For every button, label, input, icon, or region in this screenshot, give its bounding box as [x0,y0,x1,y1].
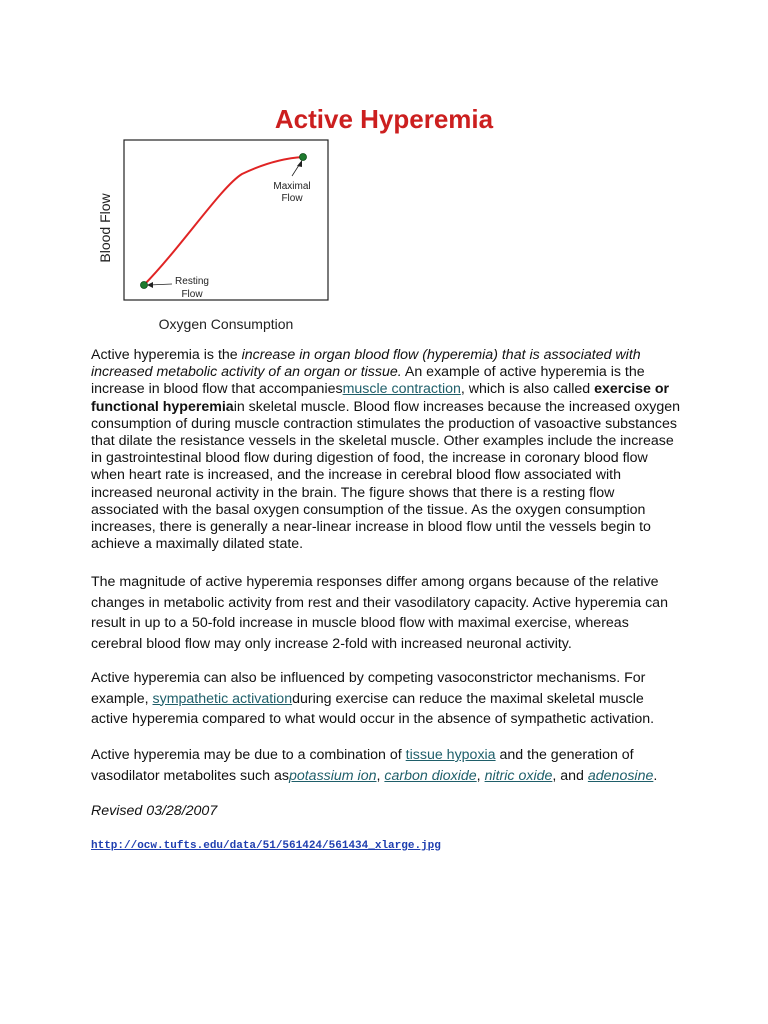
plot-frame [124,140,328,300]
x-axis-label: Oxygen Consumption [158,316,294,332]
maximal-arrowhead-icon [297,160,302,167]
nitric-oxide-link[interactable]: nitric oxide [484,767,553,784]
y-axis-label: Blood Flow [97,193,113,263]
revised-date: Revised 03/28/2007 [91,803,218,819]
resting-arrowhead-icon [147,282,153,288]
adenosine-link[interactable]: adenosine [587,767,654,784]
paragraph-mechanisms: Active hyperemia may be due to a combination of tissue hypoxia and the generation of vasodilator metabolites such aspotassium ion, carbon dioxide, nitric oxide, and adenosine. [91,747,658,784]
muscle-contraction-link[interactable]: muscle contraction [342,381,461,398]
resting-flow-point [141,282,148,289]
paragraph-vasoconstrictor: Active hyperemia can also be influenced by competing vasoconstrictor mechanisms. For example, sympathetic activationduring exercise can reduce the maximal skeletal muscle active hyperemia compared to what would occur in the absence of sympathetic activation. [91,670,655,727]
resting-label-line1: Resting [175,276,209,287]
paragraph-definition: Active hyperemia is the increase in organ blood flow (hyperemia) that is associated with increased metabolic activity of an organ or tissue. An example of active hyperemia is the increase in blood flow that accompaniesmuscle contraction, which is also called exercise or functional hyperemiain skeletal muscle. Blood flow increases because the increased oxygen consumption of during muscle contraction stimulates the production of vasoactive substances that dilate the resistance vessels in the skeletal muscle. Other examples include the increase in gastrointestinal blood flow during digestion of food, the increase in coronary blood flow when heart rate is increased, and the increase in cerebral blood flow associated with increased neuronal activity in the brain. The figure shows that there is a resting flow associated with the basal oxygen consumption of the tissue. As the oxygen consumption increases, there is generally a near-linear increase in blood flow until the vessels begin to achieve a maximally dilated state. [91,347,681,553]
maximal-label-line2: Flow [281,193,303,204]
potassium-ion-link[interactable]: potassium ion [288,767,377,784]
flow-curve [144,157,303,285]
carbon-dioxide-link[interactable]: carbon dioxide [384,767,477,784]
sympathetic-activation-link[interactable]: sympathetic activation [152,690,293,707]
paragraph-magnitude: The magnitude of active hyperemia responses differ among organs because of the relative changes in metabolic activity from rest and their vasodilatory capacity. Active hyperemia can result in up to a 50-fold increase in muscle blood flow with maximal exercise, whereas cerebral blood flow may only increase 2-fold with increased neuronal activity. [91,574,668,652]
resting-label-line2: Flow [181,289,203,300]
source-url-link[interactable]: http://ocw.tufts.edu/data/51/561424/561434_xlarge.jpg [91,840,441,852]
tissue-hypoxia-link[interactable]: tissue hypoxia [405,747,496,763]
maximal-flow-point [300,154,307,161]
hyperemia-figure [92,136,332,336]
page-title: Active Hyperemia [274,104,494,134]
maximal-label-line1: Maximal [273,181,311,192]
